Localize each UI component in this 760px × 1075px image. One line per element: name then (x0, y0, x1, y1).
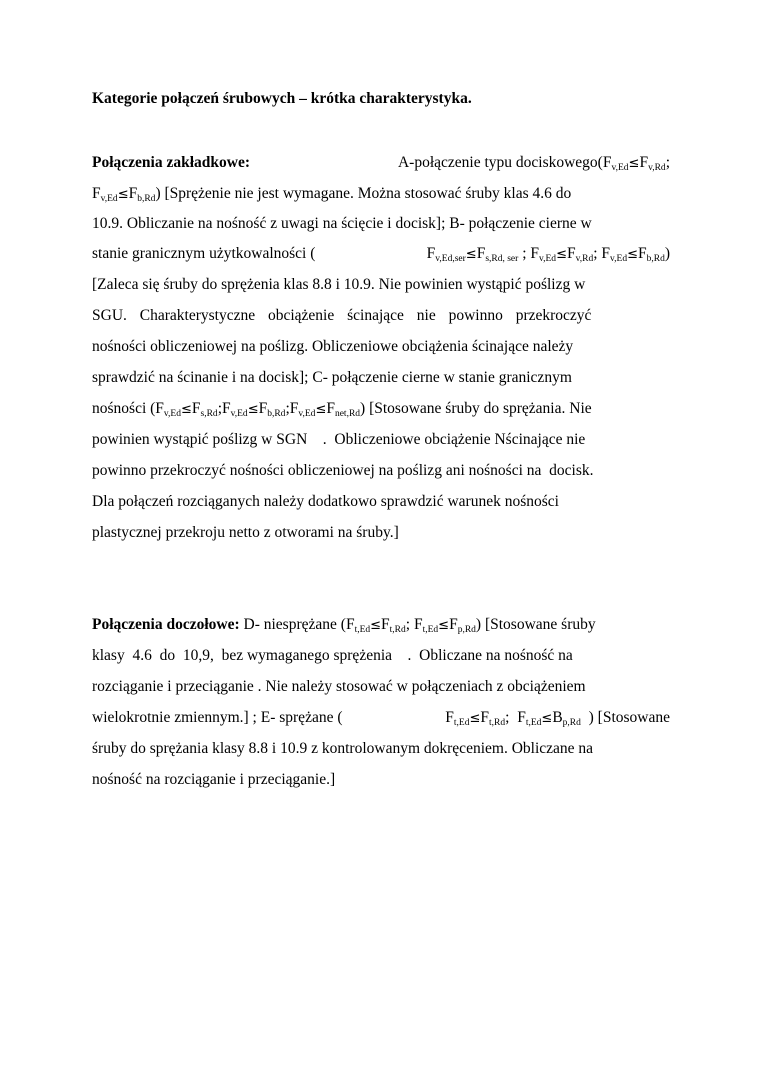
s1-line-13: plastycznej przekroju netto z otworami na śruby.] (92, 524, 399, 541)
s1-line-1 (92, 155, 670, 171)
s1-line-2-text: ) [Sprężenie nie jest wymagane. Można stosować śruby klas 4.6 do (155, 185, 572, 202)
s1-line-4-text: stanie granicznym użytkowalności ( (92, 245, 316, 262)
s2-line-2: klasy 4.6 do 10,9, bez wymaganego sprężenia . Obliczane na nośność na (92, 647, 573, 664)
section-heading-end-plate-joints: Połączenia doczołowe: (92, 616, 240, 633)
s1-line-11: powinno przekroczyć nośności obliczeniowej na poślizg ani nośności na docisk. (92, 462, 594, 479)
s1-line-2 (92, 186, 670, 202)
s1-line-12: Dla połączeń rozciąganych należy dodatkowo sprawdzić warunek nośności (92, 493, 559, 510)
s2-line-4 (92, 710, 670, 726)
s2-line-4-text: wielokrotnie zmiennym.] ; E- sprężane ( (92, 709, 343, 726)
s1-line-1-text: A-połączenie typu $dociskowego(F_{v,Ed}\le F_{v,Rd}$; (397, 154, 670, 173)
s2-line-3: rozciąganie i przeciąganie . Nie należy stosować w połączeniach z obciążeniem (92, 678, 586, 695)
s2-line-5: śruby do sprężania klasy 8.8 i 10.9 z kontrolowanym dokręceniem. Obliczane na (92, 740, 594, 757)
s2-line-6: nośność na rozciąganie i przeciąganie.] (92, 771, 336, 788)
s2-line-1: Połączenia doczołowe: D- niesprężane ($F_{t,Ed}\le F_{t,Rd}$; $F_{t,Ed}\le F_{p,Rd}$) [Stosowane śruby (92, 616, 596, 635)
s1-line-9: nośności $(F_{v,Ed}\le F_{s,Rd};F_{v,Ed}\le F_{b,Rd};F_{v,Ed}\le F_{net,Rd})$ [Stosowane śruby do sprężania. Nie (92, 400, 592, 419)
s2-line-4-formula: $F_{t,Ed}\le F_{t,Rd}$; $F_{t,Ed}\le B_{p,Rd}$ ) [Stosowane (445, 709, 670, 728)
section-heading-lap-joints: Połączenia zakładkowe: (92, 154, 250, 171)
s1-line-4-formula: $F_{v,Ed,ser}\le F_{s,Rd, ser}$ ; $F_{v,Ed}\le F_{v,Rd}$; $F_{v,Ed}\le F_{b,Rd}$) (426, 245, 670, 264)
s1-line-7: nośności obliczeniowej na poślizg. Obliczeniowe obciążenia ścinające należy (92, 338, 574, 355)
s1-line-10: powinien wystąpić poślizg w SGN . Obliczeniowe obciążenie Nścinające nie (92, 431, 586, 448)
s1-line-5: [Zaleca się śruby do sprężenia klas 8.8 i 10.9. Nie powinien wystąpić poślizg w (92, 276, 586, 293)
s1-line-6: SGU. Charakterystyczne obciążenie ścinające nie powinno przekroczyć (92, 307, 592, 324)
s1-line-8: sprawdzić na ścinanie i na docisk]; C- połączenie cierne w stanie granicznym (92, 369, 572, 386)
s1-line-2-formula: $F_{v,Ed}\le F_{b,Rd}$ (92, 185, 156, 204)
document-title: Kategorie połączeń śrubowych – krótka charakterystyka. (92, 90, 472, 107)
s1-line-4 (92, 246, 670, 262)
s1-line-3: 10.9. Obliczanie na nośność z uwagi na ścięcie i docisk]; B- połączenie cierne w (92, 215, 592, 232)
